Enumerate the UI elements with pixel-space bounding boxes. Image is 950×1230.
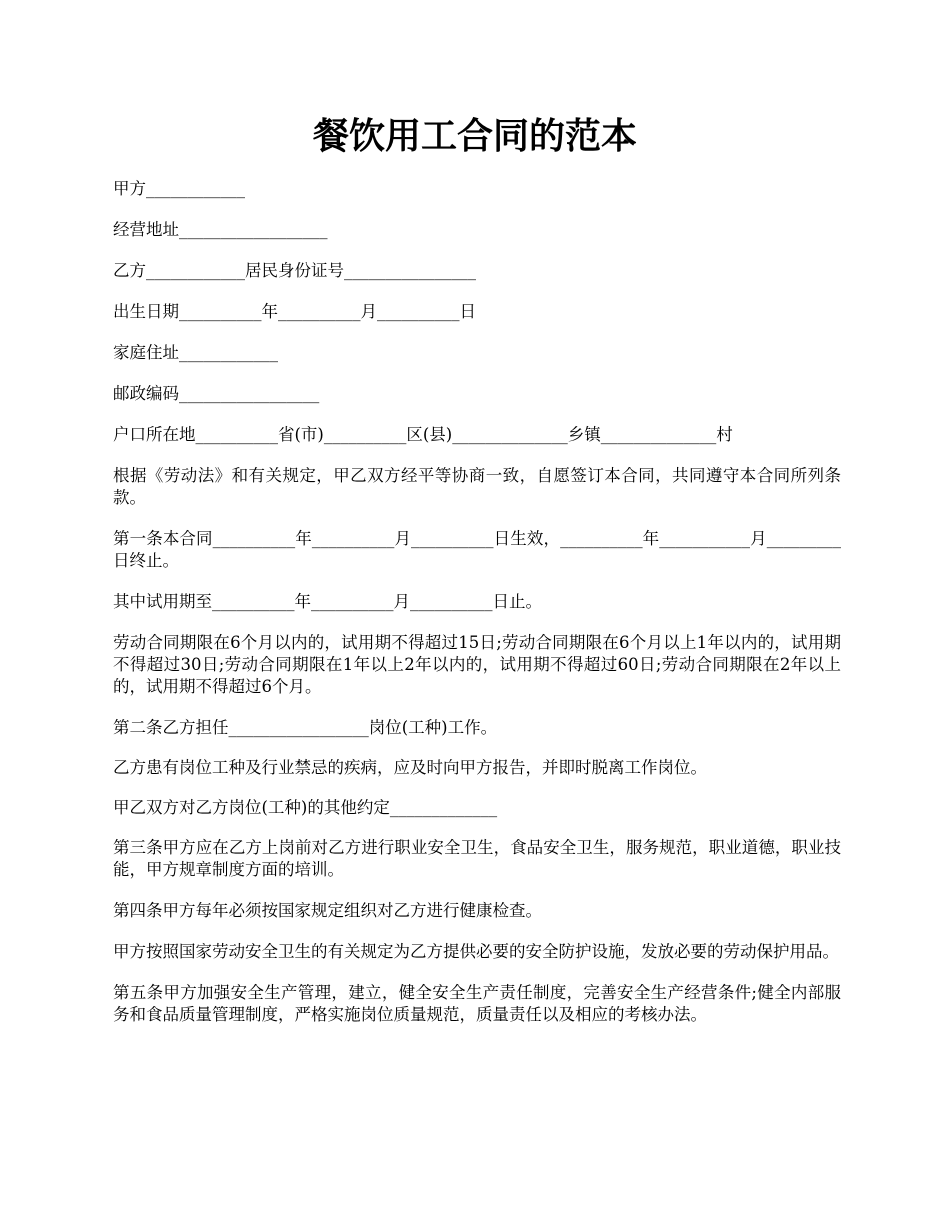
safety-equipment-paragraph: 甲方按照国家劳动安全卫生的有关规定为乙方提供必要的安全防护设施，发放必要的劳动保护用品。 [113,942,839,961]
birth-date-line: 出生日期__________年__________月__________日 [113,302,476,321]
preamble-paragraph: 根据《劳动法》和有关规定，甲乙双方经平等协商一致，自愿签订本合同，共同遵守本合同所列条款。 [113,466,841,507]
article-3-training: 第三条甲方应在乙方上岗前对乙方进行职业安全卫生，食品安全卫生，服务规范，职业道德，职业技能，甲方规章制度方面的培训。 [113,838,841,879]
business-address-line: 经营地址__________________ [113,220,328,239]
probation-rules-paragraph: 劳动合同期限在6个月以内的，试用期不得超过15日;劳动合同期限在6个月以上1年以内的，试用期不得超过30日;劳动合同期限在1年以上2年以内的，试用期不得超过60日;劳动合同期限在2年以上的，试用期不得超过6个月。 [113,633,841,696]
other-agreement-line: 甲乙双方对乙方岗位(工种)的其他约定_____________ [113,798,498,817]
article-2-position: 第二条乙方担任_________________岗位(工种)工作。 [113,718,498,737]
probation-period-line: 其中试用期至__________年__________月__________日止。 [113,592,542,611]
disease-report-paragraph: 乙方患有岗位工种及行业禁忌的疾病，应及时向甲方报告，并即时脱离工作岗位。 [113,758,707,777]
article-4-health-check: 第四条甲方每年必须按国家规定组织对乙方进行健康检查。 [113,901,542,920]
article-5-management: 第五条甲方加强安全生产管理，建立，健全安全生产责任制度，完善安全生产经营条件;健全内部服务和食品质量管理制度，严格实施岗位质量规范，质量责任以及相应的考核办法。 [113,983,841,1024]
article-1-term: 第一条本合同__________年__________月__________日生效，__________年___________月_________日终止。 [113,529,841,570]
party-b-id-line: 乙方____________居民身份证号________________ [113,261,476,280]
document-title: 餐饮用工合同的范本 [312,115,637,157]
household-registration-line: 户口所在地__________省(市)__________区(县)______________乡镇______________村 [113,425,733,444]
party-a-line: 甲方____________ [113,179,245,198]
postal-code-line: 邮政编码_________________ [113,384,320,403]
document-body [113,178,841,1045]
home-address-line: 家庭住址____________ [113,343,278,362]
